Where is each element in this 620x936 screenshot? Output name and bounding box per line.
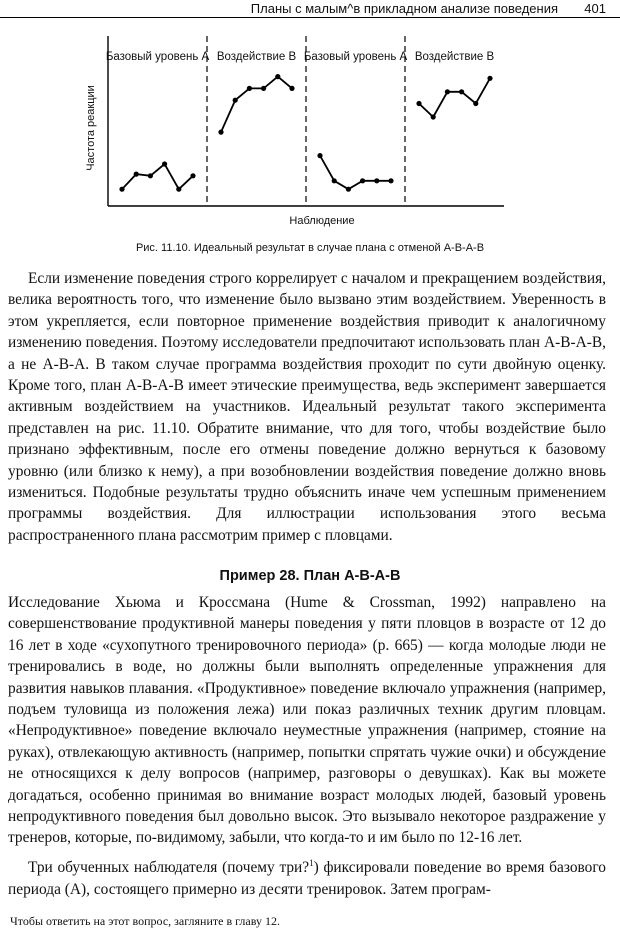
data-point bbox=[487, 76, 492, 81]
paragraph-2: Исследование Хьюма и Кроссмана (Hume & Crossman, 1992) направлено на совершенствование продуктивной манеры поведения у пяти пловцов в возрасте от 12 до 16 лет в ходе «сухопутного тренировочного периода» (р. 665) — когда молодые люди не тренировались в воде, но должны были выполнять определенные упражнения для развития навыков плавания. «Продуктивное» поведение включало упражнения (например, подъем туловища из положения лежа) или показ различных техник другим пловцам. «Непродуктивное» поведение включало неуместные упражнения (например, стояние на руках), отвлекающую активность (например, попытки спрятать чужие очки) и обсуждение не относящихся к делу вопросов (например, разговоры о девушках). Как вы можете догадаться, особенно принимая во внимание возраст молодых людей, базовый уровень непродуктивного поведения был довольно высок. Это вызывало некоторое раздражение у тренеров, которые, по-видимому, забыли, что когда-то и им было по 12-16 лет. bbox=[8, 594, 606, 847]
paragraph-3-text-a: Три обученных наблюдателя (почему три? bbox=[28, 859, 310, 877]
figure-caption: Рис. 11.10. Идеальный результат в случае плана с отменой А-В-А-В bbox=[135, 242, 485, 254]
data-point bbox=[445, 89, 450, 94]
chart bbox=[60, 26, 560, 236]
series-line bbox=[419, 78, 490, 117]
data-point bbox=[119, 187, 124, 192]
phase-label: Воздействие В bbox=[414, 51, 495, 63]
data-point bbox=[275, 74, 280, 79]
data-point bbox=[317, 153, 322, 158]
data-point bbox=[176, 187, 181, 192]
data-point bbox=[346, 187, 351, 192]
x-axis-label: Наблюдение bbox=[289, 215, 355, 227]
paragraph-1: Если изменение поведения строго коррелирует с началом и прекращением воздействия, велика вероятность того, что изменение было вызвано этим воздействием. Уверенность в этом укрепляется, если повторное применение воздействия приводит к аналогичному изменению поведения. Поэтому исследователи предпочитают использовать план А-В-А-В, а не А-В-А. В таком случае программа воздействия проходит по сути двойную оценку. Кроме того, план А-В-А-В имеет этические преимущества, ведь эксперимент завершается активным воздействием на участников. Идеальный результат такого эксперимента представлен на рис. 11.10. Обратите внимание, что для того, чтобы воздействие было признано эффективным, после его отмены поведение должно вернуться к базовому уровню (или близко к нему), а при возобновлении воздействия поведение должно вновь измениться. Подобные результаты трудно объяснить иначе чем успешным применением программы воздействия. Для иллюстрации использования этого весьма распространенного плана рассмотрим пример с пловцами. bbox=[8, 270, 606, 544]
footnote-marker: 1 bbox=[309, 858, 314, 868]
data-point bbox=[233, 98, 238, 103]
data-point bbox=[190, 173, 195, 178]
data-point bbox=[148, 173, 153, 178]
data-point bbox=[431, 114, 436, 119]
data-point bbox=[332, 178, 337, 183]
data-point bbox=[374, 178, 379, 183]
phase-label: Базовый уровень А bbox=[105, 51, 210, 63]
data-point bbox=[289, 86, 294, 91]
y-axis-label: Частота реакции bbox=[85, 85, 97, 171]
footnote: Чтобы ответить на этот вопрос, загляните в главу 12. bbox=[10, 914, 280, 928]
header-rule bbox=[0, 17, 620, 18]
data-point bbox=[388, 178, 393, 183]
phase-label: Базовый уровень А bbox=[303, 51, 408, 63]
series-line bbox=[320, 156, 391, 190]
phase-label: Воздействие В bbox=[216, 51, 297, 63]
data-point bbox=[473, 101, 478, 106]
data-point bbox=[261, 86, 266, 91]
figure-abab-chart bbox=[60, 26, 560, 236]
series-line bbox=[221, 77, 292, 133]
paragraph-3 bbox=[8, 853, 606, 900]
page-header bbox=[0, 0, 620, 16]
data-point bbox=[247, 86, 252, 91]
data-point bbox=[218, 130, 223, 135]
running-title: Планы с малым^в прикладном анализе поведения bbox=[250, 1, 558, 16]
paragraph-3-text-b: ) фиксировали поведение во время базового периода (А), состоящего примерно из десяти тренировок. Затем програм- bbox=[8, 859, 606, 898]
section-title: Пример 28. План А-В-А-В bbox=[219, 568, 401, 584]
data-point bbox=[416, 101, 421, 106]
data-point bbox=[162, 161, 167, 166]
series-line bbox=[122, 164, 193, 189]
data-point bbox=[360, 178, 365, 183]
data-point bbox=[134, 172, 139, 177]
page-number: 401 bbox=[584, 1, 606, 16]
data-point bbox=[459, 89, 464, 94]
